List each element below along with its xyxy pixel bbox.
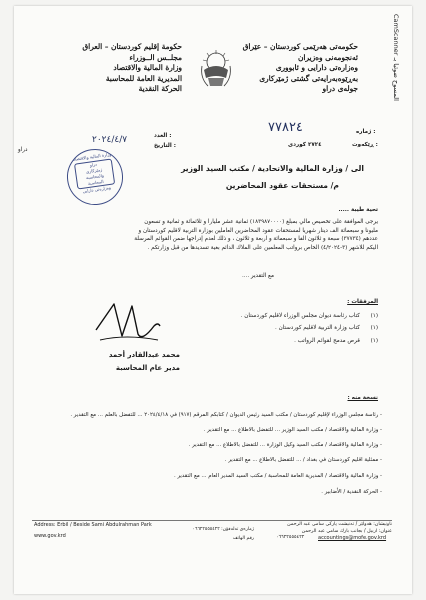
copy-to-item: - رئاسة مجلس الوزراء لإقليم كوردستان / مكتب السيد رئيس الديوان / كتابكم المرقم (٩١٧) في ٢٠٢٤/٤/١٨ ... للتفضل بالعلم ... مع التقدير . <box>70 412 382 418</box>
copy-to-item: - وزارة المالية والاقتصاد / المديرية العامة للمحاسبة / مكتب السيد المدير العام ... مع التقدير . <box>174 473 382 479</box>
attachment-item <box>164 324 378 333</box>
attachment-text: كتاب رئاسة ديوان مجلس الوزراء لاقليم كوردستان . <box>240 313 360 319</box>
footer-address-ar-1: ناونیشان: هەولێر / تەنیشت پارکی سامی عبد الرحمن <box>287 522 392 527</box>
ref-number-value: ٧٧٨٢٤ <box>268 120 303 135</box>
header-kurdish-line: جولەی دراو <box>322 84 358 93</box>
header-kurdish-line: بەڕێوەبەرایەتی گشتی ژمێرکاری <box>259 73 358 83</box>
attachment-number: (١) <box>370 325 378 331</box>
stamp-text: المحاسبة <box>87 178 104 187</box>
addressee-line: الى / وزارة المالية والاتحادية / مكتب السيد الوزير <box>181 164 364 173</box>
attachment-item <box>164 312 378 321</box>
ref-date-value: ٢٠٢٤/٤/٧ <box>92 135 128 145</box>
copy-to-title: نسخة منه : <box>347 395 378 401</box>
footer-address-ar-2: عنوان: اربيل / بجانب بارك سامي عبد الرحمن <box>301 529 392 534</box>
header-arabic-line: وزارة المالية والاقتصاد <box>113 63 182 72</box>
subject-line: م/ مستحقات عقود المحاضرين <box>225 181 339 190</box>
body-line: يرجى الموافقة على تخصيص مالي بمبلغ (١٨٣٩٨٧٠٠٠٠) ثمانية عشر مليارا و ثلاثمائة و ثمانية و تسعون <box>144 219 378 225</box>
scanner-watermark: CamScanner ﺍﻟﻤﺴﻮﺡ ﺿﻮﺋﻴﺎ ﺑـ <box>392 14 400 101</box>
copy-to-item: - ممثلية اقليم كوردستان في بغداد / ... للتفضل بالاطلاع ... مع التقدير . <box>224 457 382 463</box>
ref-date-label-ku: ڕێکەوت : <box>352 142 378 148</box>
attachments-title: المرفقات : <box>347 299 378 305</box>
ref-number-label-ku: ژمارە : <box>356 129 376 135</box>
stamp-text: والمحاسبة <box>85 172 105 181</box>
body-line: اليكم للاشهر (٣-٤/٢٠٢٤) الخاص برواتب المعلمين على الملاك الدائم بغية تسديدها من قبل وزارتكم . <box>147 244 378 251</box>
official-stamp <box>63 145 126 208</box>
signatory-name: محمد عبدالقادر أحمد <box>108 351 180 359</box>
footer-center-2: رقم الهاتف <box>232 536 254 541</box>
header-arabic-line: الحركة النقدية <box>138 84 182 93</box>
kurdistan-emblem-icon <box>198 48 234 92</box>
body-text <box>44 218 378 252</box>
footer-address-en: Address: Erbil / Beside Sami Abdulrahman Park <box>34 522 152 528</box>
header-kurdish-line: ئەنجومەنی وەزیران <box>297 52 358 62</box>
stamp-bottom-text: وەزارەتی دارایی <box>82 184 112 194</box>
ref-date-label-ar: التاريخ : <box>154 143 176 149</box>
body-line: مليونا و سبعمائة الف دينار شهريا لمستحقات عقود المحاضرين العاملين بوزارة التربية لاقليم كوردستان و <box>138 227 378 234</box>
header-kurdish-line: وەزارەتی دارایی و ئابووری <box>275 63 358 72</box>
header-kurdish-line: حکومەتی هەرێمی کوردستان – عێراق <box>242 42 358 51</box>
copy-to-text: وزارة المالية والاقتصاد / مكتب السيد الوزير ... للتفضل بالاطلاع ... مع التقدير . <box>203 427 379 433</box>
header-arabic-line: حكومة إقليم كوردستان – العراق <box>82 42 182 51</box>
signatory-title: مدير عام المحاسبة <box>115 364 180 372</box>
attachment-text: كتاب وزارة التربية لاقليم كوردستان . <box>275 325 360 331</box>
ref-number-label-ar: العدد : <box>154 133 172 139</box>
footer-phone: ٠٦٦٢٢٥٥٥٤٢٢ <box>276 535 305 540</box>
attachment-text: قرص مدمج لقوائم الرواتب . <box>294 338 360 344</box>
kurdish-date: ٢٧٢٤ کوردی <box>288 142 322 148</box>
copy-to-text: الحركة النقدية / الأضابير . <box>321 489 379 495</box>
footer-email-link[interactable]: accountings@mofe.gov.krd <box>318 535 387 541</box>
copy-to-item: - الحركة النقدية / الأضابير . <box>321 489 382 495</box>
footer-center-1: ژمارەی تەلەفۆن: ٠٦٦٢٢٥٥٥٤٢٢ <box>192 527 254 532</box>
regards: مع التقدير .... <box>242 273 274 279</box>
side-label: دراو <box>18 147 28 153</box>
stamp-text: دراو <box>89 161 98 168</box>
copy-to-text: وزارة المالية والاقتصاد / المديرية العامة للمحاسبة / مكتب السيد المدير العام ... مع التقدير . <box>174 473 379 479</box>
header-arabic-line: مجلــس الــوزراء <box>129 52 182 62</box>
attachment-number: (١) <box>370 313 378 319</box>
footer-web-link[interactable]: www.gov.krd <box>34 533 66 539</box>
header-arabic <box>64 42 182 95</box>
handwritten-signature <box>92 296 164 348</box>
stamp-text: ژمێرکاری <box>85 166 103 175</box>
copy-to-text: ممثلية اقليم كوردستان في بغداد / ... للتفضل بالاطلاع ... مع التقدير . <box>224 457 379 463</box>
header-kurdish <box>240 42 358 95</box>
copy-to-item: - وزارة المالية والاقتصاد / مكتب السيد وكيل الوزارة ... للتفضل بالاطلاع ... مع التقدير . <box>188 442 382 448</box>
stamp-top-text: وزارة المالية والاقتصاد <box>72 151 112 162</box>
body-line: عددهم (٣٧٧٣٤) سبعة و ثلاثون الفا و سبعمائة و اربعة و ثلاثون ، و ذلك لعدم إدراجها ضمن القوائم المرسلة <box>134 236 378 243</box>
header-arabic-line: المديرية العامة للمحاسبة <box>105 73 182 83</box>
copy-to-text: وزارة المالية والاقتصاد / مكتب السيد وكيل الوزارة ... للتفضل بالاطلاع ... مع التقدير . <box>188 442 379 448</box>
document-page <box>14 6 412 594</box>
attachment-number: (١) <box>370 338 378 344</box>
greeting: تحية طيبة ..... <box>338 207 378 213</box>
copy-to-item: - وزارة المالية والاقتصاد / مكتب السيد الوزير ... للتفضل بالاطلاع ... مع التقدير . <box>203 427 382 433</box>
attachment-item <box>164 337 378 346</box>
copy-to-text: رئاسة مجلس الوزراء لإقليم كوردستان / مكتب السيد رئيس الديوان / كتابكم المرقم (٩١٧) في ٢٠٢٤/٤/١٨ ... للتفضل بالعلم ... مع التقدير . <box>70 412 379 418</box>
